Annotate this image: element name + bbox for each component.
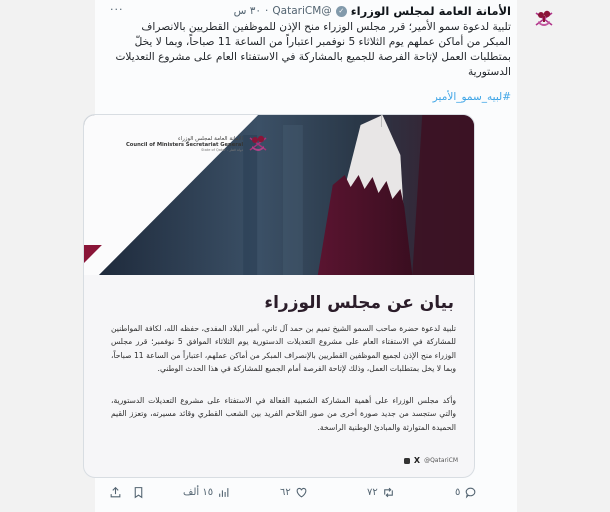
retweet-icon [382, 486, 395, 499]
timestamp[interactable]: ٣٠ س [233, 5, 262, 17]
more-options-icon[interactable]: ··· [110, 3, 124, 16]
media-card[interactable] [83, 114, 475, 478]
hashtag-link[interactable]: #لبيه_سمو_الأمير [432, 91, 511, 103]
verified-badge-icon: ✓ [336, 6, 347, 17]
avatar[interactable] [531, 6, 557, 32]
bookmark-button[interactable] [132, 486, 145, 499]
reply-button[interactable] [455, 486, 477, 499]
qatar-emblem-icon [533, 8, 555, 30]
author-handle[interactable]: @QatariCM [272, 5, 332, 17]
views-button[interactable] [183, 486, 230, 499]
council-logo [126, 133, 269, 155]
qatar-emblem-icon [247, 133, 269, 155]
heart-icon [295, 486, 308, 499]
like-button[interactable] [280, 486, 308, 499]
card-footer [404, 456, 458, 465]
x-logo-icon: X [413, 456, 421, 465]
separator: · [265, 5, 269, 17]
footer-handle: @QatariCM [424, 457, 458, 464]
reply-bubble-icon [464, 486, 477, 499]
share-icon [109, 486, 122, 499]
tweet [95, 0, 517, 512]
tweet-text: تلبية لدعوة سمو الأمير؛ قرر مجلس الوزراء منح الإذن للموظفين القطريين بالانصراف المبكر من أماكن عملهم يوم الثلاثاء 5 نوفمبر اعتباراً من الساعة 11 صباحاً، وبما لا يخلّ بمتطلبات العمل لإتاحة الفرصة للجميع بالمشاركة في الاستفتاء العام على مشروع التعديلات الدستورية [115, 21, 511, 78]
statement-paragraph-1: تلبية لدعوة حضرة صاحب السمو الشيخ تميم بن حمد آل ثاني، أمير البلاد المفدى، حفظه الله، لكافة المواطنين للمشاركة في الاستفتاء العام على مشروع التعديلات الدستورية يوم الثلاثاء الموافق 5 نوفمبر؛ قرر مجلس الوزراء منح الإذن لجميع الموظفين القطريين بالإنصراف المبكر من أماكن عملهم، اعتباراً من الساعة 11 صباحاً، وبما لا يخل بمتطلبات العمل، وذلك لإتاحة الفرصة أمام الجميع للمشاركة في هذا الحدث الوطني. [111, 324, 456, 373]
tweet-actions [95, 486, 517, 504]
logo-arabic-text: الأمانة العامة لمجلس الوزراء [177, 136, 244, 142]
instagram-icon [404, 458, 410, 464]
views-chart-icon [217, 486, 230, 499]
logo-sub-text: State of Qatar - دولة قطر [201, 148, 244, 152]
logo-english-text: Council of Ministers Secretariat General [126, 142, 244, 148]
statement-paragraph-2: وأكد مجلس الوزراء على أهمية المشاركة الشعبية الفعالة في الاستفتاء على مشروع التعديلات الدستورية، والتي ستجسد من جديد صورة أخرى من صور التلاحم الفريد بين الشعب القطري وقائد مسيرته، وتعزز القيم الحميدة المتوارثة والمبادئ الوطنية الراسخة. [111, 396, 456, 432]
statement-title: بيان عن مجلس الوزراء [264, 293, 454, 313]
retweet-button[interactable] [367, 486, 395, 499]
share-button[interactable] [109, 486, 122, 499]
retweet-count: ٧٢ [367, 487, 378, 498]
views-count: ١٥ ألف [183, 487, 214, 498]
reply-count: ٥ [455, 487, 461, 498]
author-name[interactable]: الأمانة العامة لمجلس الوزراء [350, 4, 511, 18]
bookmark-icon [132, 486, 145, 499]
like-count: ٦٢ [280, 487, 291, 498]
tweet-header [234, 4, 511, 18]
